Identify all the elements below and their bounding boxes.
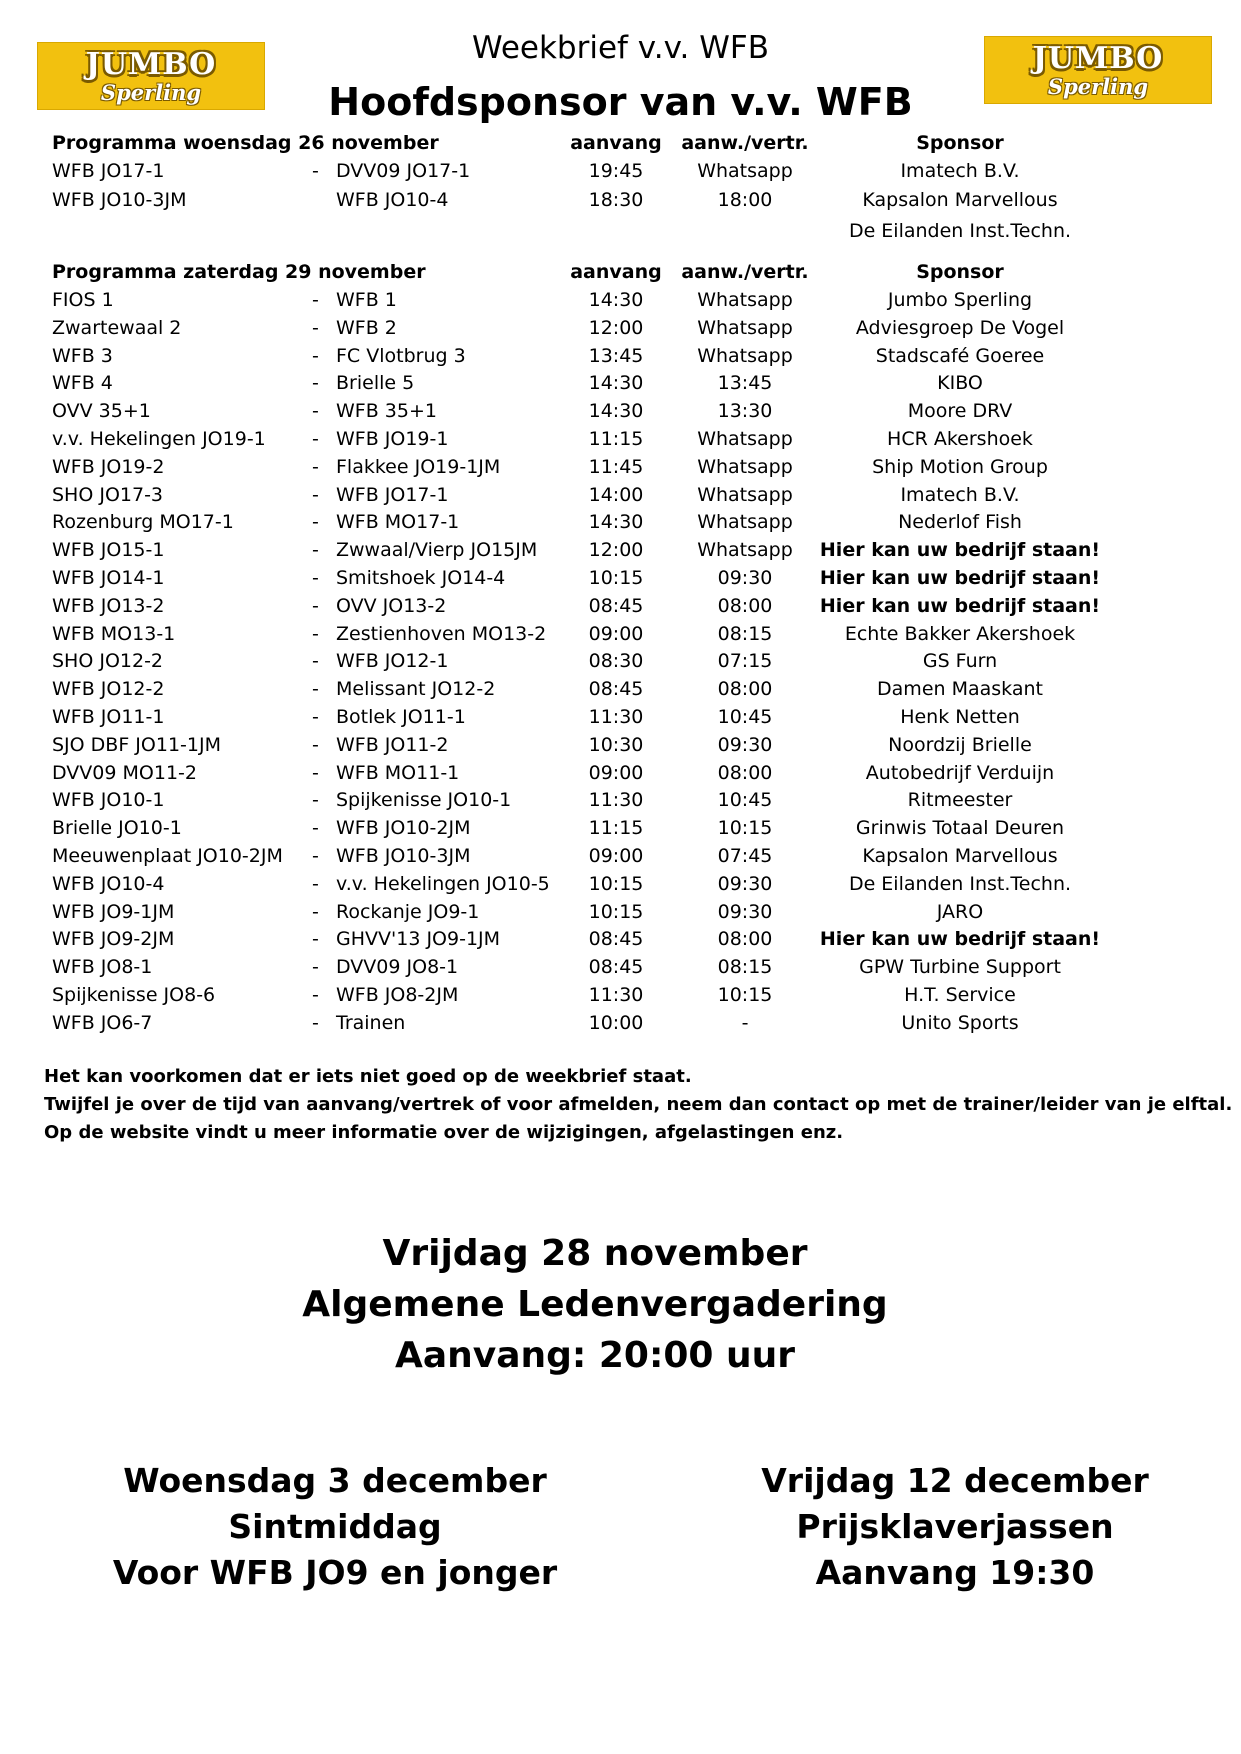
match-sponsor: Nederlof Fish	[898, 511, 1022, 534]
page-title: Weekbrief v.v. WFB	[472, 30, 769, 66]
kickoff-time: 11:30	[588, 789, 644, 812]
home-team: WFB JO13-2	[52, 594, 165, 617]
away-team: WFB 1	[336, 289, 397, 311]
match-row	[0, 814, 1241, 842]
match-row	[0, 508, 1241, 536]
match-dash: -	[312, 483, 319, 506]
away-team: Trainen	[336, 1011, 406, 1034]
event-date: Vrijdag 28 november	[382, 1233, 808, 1274]
kickoff-time: 09:00	[588, 761, 644, 784]
home-team: WFB 4	[52, 372, 113, 395]
kickoff-time: 10:30	[588, 733, 644, 756]
home-team: WFB MO13-1	[52, 622, 176, 645]
match-dash: -	[312, 761, 319, 784]
match-row	[0, 842, 1241, 870]
departure-time: 08:00	[717, 594, 773, 617]
event-time: Aanvang: 20:00 uur	[394, 1335, 795, 1376]
kickoff-time: 08:30	[588, 650, 644, 673]
away-team: FC Vlotbrug 3	[336, 344, 466, 367]
match-row	[0, 536, 1241, 564]
away-team: WFB JO12-1	[336, 650, 449, 673]
kickoff-time: 14:30	[588, 289, 644, 311]
match-dash: -	[312, 928, 319, 951]
kickoff-time: 10:15	[588, 567, 644, 589]
kickoff-time: 10:00	[588, 1011, 644, 1034]
col-header-vertrek: aanw./vertr.	[681, 261, 809, 283]
kickoff-time: 11:30	[588, 706, 644, 728]
home-team: WFB JO14-1	[52, 567, 165, 589]
away-team: Melissant JO12-2	[336, 678, 496, 701]
departure-time: 09:30	[717, 900, 773, 923]
match-sponsor: Imatech B.V.	[900, 483, 1020, 506]
home-team: WFB 3	[52, 344, 113, 367]
kickoff-time: 11:15	[588, 428, 644, 450]
match-row	[0, 731, 1241, 759]
event-ledenvergadering	[0, 1228, 1190, 1381]
event-time: Aanvang 19:30	[815, 1553, 1095, 1592]
departure-time: 10:15	[717, 817, 773, 840]
match-sponsor: KIBO	[937, 372, 983, 395]
kickoff-time: 11:45	[588, 455, 644, 478]
kickoff-time: 11:30	[588, 984, 644, 1006]
match-dash: -	[312, 594, 319, 617]
match-row	[0, 870, 1241, 898]
match-sponsor: Hier kan uw bedrijf staan!	[819, 594, 1101, 617]
match-row	[0, 953, 1241, 981]
event-name: Sintmiddag	[228, 1507, 442, 1546]
departure-time: 10:45	[717, 789, 773, 812]
kickoff-time: 10:15	[588, 900, 644, 923]
match-sponsor: Moore DRV	[907, 400, 1013, 423]
match-sponsor: Imatech B.V.	[900, 160, 1020, 182]
match-sponsor: Kapsalon Marvellous	[862, 189, 1058, 211]
home-team: WFB JO9-1JM	[52, 900, 175, 923]
match-sponsor: Echte Bakker Akershoek	[844, 622, 1076, 645]
match-dash: -	[312, 900, 319, 923]
home-team: WFB JO11-1	[52, 706, 165, 728]
home-team: WFB JO12-2	[52, 678, 165, 701]
match-dash: -	[312, 984, 319, 1006]
match-dash: -	[312, 789, 319, 812]
match-dash: -	[312, 289, 319, 311]
match-sponsor: Unito Sports	[901, 1011, 1019, 1034]
col-header-vertrek: aanw./vertr.	[681, 132, 809, 154]
wednesday-extra-sponsor-row	[0, 217, 1241, 245]
event-sintmiddag	[110, 1458, 560, 1596]
col-header-aanvang: aanvang	[570, 261, 662, 283]
home-team: SHO JO17-3	[52, 483, 164, 506]
away-team: OVV JO13-2	[336, 594, 447, 617]
note-line: Twijfel je over de tijd van aanvang/vertrek of voor afmelden, neem dan contact op met de trainer/leider van je elftal.	[44, 1094, 1233, 1115]
col-header-sponsor: Sponsor	[916, 261, 1004, 283]
match-row	[0, 703, 1241, 731]
away-team: Botlek JO11-1	[336, 706, 466, 728]
col-header-sponsor: Sponsor	[916, 132, 1004, 154]
home-team: Spijkenisse JO8-6	[52, 984, 216, 1006]
departure-time: Whatsapp	[697, 289, 793, 311]
match-row	[0, 759, 1241, 787]
kickoff-time: 18:30	[588, 189, 644, 211]
match-sponsor: Hier kan uw bedrijf staan!	[819, 539, 1101, 562]
departure-time: 10:45	[717, 706, 773, 728]
match-row	[0, 592, 1241, 620]
match-dash: -	[312, 733, 319, 756]
match-row	[0, 1009, 1241, 1037]
kickoff-time: 14:30	[588, 511, 644, 534]
match-row	[0, 786, 1241, 814]
match-row	[0, 425, 1241, 453]
match-row	[0, 286, 1241, 314]
match-dash: -	[312, 539, 319, 562]
match-row	[0, 186, 1241, 214]
match-dash: -	[312, 316, 319, 339]
away-team: WFB JO8-2JM	[336, 984, 459, 1006]
event-name: Algemene Ledenvergadering	[302, 1284, 888, 1325]
departure-time: Whatsapp	[697, 455, 793, 478]
away-team: Smitshoek JO14-4	[336, 567, 506, 589]
match-sponsor: JARO	[936, 900, 984, 923]
kickoff-time: 08:45	[588, 678, 644, 701]
departure-time: Whatsapp	[697, 539, 793, 562]
kickoff-time: 11:15	[588, 817, 644, 840]
away-team: WFB JO19-1	[336, 428, 449, 450]
match-dash: -	[312, 956, 319, 979]
kickoff-time: 08:45	[588, 594, 644, 617]
home-team: FIOS 1	[52, 289, 114, 311]
event-date: Woensdag 3 december	[123, 1461, 547, 1500]
departure-time: 13:30	[717, 400, 773, 423]
departure-time: 07:45	[717, 845, 773, 867]
match-row	[0, 564, 1241, 592]
match-dash: -	[312, 845, 319, 867]
match-row	[0, 647, 1241, 675]
away-team: Spijkenisse JO10-1	[336, 789, 512, 812]
away-team: v.v. Hekelingen JO10-5	[336, 872, 550, 895]
match-dash: -	[312, 567, 319, 589]
match-sponsor: Jumbo Sperling	[887, 289, 1033, 311]
wednesday-heading: Programma woensdag 26 november	[52, 132, 439, 154]
home-team: WFB JO9-2JM	[52, 928, 175, 951]
departure-time: 09:30	[717, 567, 773, 589]
kickoff-time: 10:15	[588, 872, 644, 895]
event-detail: Voor WFB JO9 en jonger	[112, 1553, 558, 1592]
logo-sub-text: Sperling	[100, 79, 202, 105]
match-row	[0, 925, 1241, 953]
home-team: WFB JO10-3JM	[52, 189, 187, 211]
away-team: WFB JO17-1	[336, 483, 449, 506]
match-sponsor: Damen Maaskant	[877, 678, 1043, 701]
home-team: OVV 35+1	[52, 400, 151, 423]
match-dash: -	[312, 428, 319, 450]
away-team: WFB 35+1	[336, 400, 437, 423]
event-prijsklaverjassen	[740, 1458, 1170, 1596]
away-team: DVV09 JO8-1	[336, 956, 459, 979]
departure-time: Whatsapp	[697, 428, 793, 450]
departure-time: 09:30	[717, 872, 773, 895]
home-team: SHO JO12-2	[52, 650, 164, 673]
note-line: Op de website vindt u meer informatie over de wijzigingen, afgelastingen enz.	[44, 1122, 844, 1143]
home-team: WFB JO19-2	[52, 455, 165, 478]
away-team: GHVV'13 JO9-1JM	[336, 928, 501, 951]
away-team: Zwwaal/Vierp JO15JM	[336, 539, 538, 562]
match-row	[0, 898, 1241, 926]
home-team: Rozenburg MO17-1	[52, 511, 234, 534]
departure-time: -	[741, 1011, 749, 1034]
departure-time: Whatsapp	[697, 160, 793, 182]
match-row	[0, 369, 1241, 397]
wednesday-header-row	[0, 129, 1241, 157]
match-sponsor: Hier kan uw bedrijf staan!	[819, 928, 1101, 951]
away-team: WFB JO11-2	[336, 733, 449, 756]
notes-block	[44, 1063, 1232, 1147]
match-sponsor: Henk Netten	[900, 706, 1020, 728]
departure-time: Whatsapp	[697, 483, 793, 506]
match-dash: -	[312, 678, 319, 701]
away-team: WFB MO11-1	[336, 761, 460, 784]
match-sponsor: Noordzij Brielle	[888, 733, 1032, 756]
departure-time: 07:15	[717, 650, 773, 673]
note-line: Het kan voorkomen dat er iets niet goed op de weekbrief staat.	[44, 1066, 692, 1087]
away-team: WFB MO17-1	[336, 511, 460, 534]
match-sponsor: H.T. Service	[904, 984, 1016, 1006]
page-subtitle: Hoofdsponsor van v.v. WFB	[328, 80, 913, 124]
match-dash: -	[312, 160, 319, 182]
match-sponsor: Adviesgroep De Vogel	[855, 316, 1065, 339]
kickoff-time: 12:00	[588, 539, 644, 562]
departure-time: 08:15	[717, 622, 773, 645]
departure-time: 13:45	[717, 372, 773, 395]
away-team: Zestienhoven MO13-2	[336, 622, 547, 645]
home-team: Zwartewaal 2	[52, 316, 182, 339]
match-row	[0, 675, 1241, 703]
kickoff-time: 19:45	[588, 160, 644, 182]
home-team: WFB JO17-1	[52, 160, 165, 182]
match-sponsor: GPW Turbine Support	[859, 956, 1061, 979]
match-sponsor: Stadscafé Goeree	[875, 344, 1045, 367]
match-row	[0, 620, 1241, 648]
kickoff-time: 14:30	[588, 400, 644, 423]
kickoff-time: 12:00	[588, 316, 644, 339]
col-header-aanvang: aanvang	[570, 132, 662, 154]
kickoff-time: 08:45	[588, 928, 644, 951]
departure-time: 18:00	[717, 189, 773, 211]
match-row	[0, 157, 1241, 185]
match-dash: -	[312, 455, 319, 478]
home-team: WFB JO8-1	[52, 956, 153, 979]
match-row	[0, 342, 1241, 370]
departure-time: Whatsapp	[697, 511, 793, 534]
match-sponsor: HCR Akershoek	[887, 428, 1033, 450]
departure-time: 08:00	[717, 761, 773, 784]
kickoff-time: 09:00	[588, 622, 644, 645]
kickoff-time: 09:00	[588, 845, 644, 867]
match-dash: -	[312, 511, 319, 534]
home-team: SJO DBF JO11-1JM	[52, 733, 221, 756]
departure-time: Whatsapp	[697, 316, 793, 339]
home-team: DVV09 MO11-2	[52, 761, 197, 784]
home-team: WFB JO10-4	[52, 872, 165, 895]
departure-time: 08:15	[717, 956, 773, 979]
match-sponsor: GS Furn	[922, 650, 998, 673]
away-team: WFB JO10-4	[336, 189, 449, 211]
home-team: WFB JO10-1	[52, 789, 165, 812]
logo-sub-text: Sperling	[1047, 73, 1149, 99]
departure-time: 10:15	[717, 984, 773, 1006]
match-dash: -	[312, 622, 319, 645]
away-team: WFB JO10-2JM	[336, 817, 471, 840]
match-sponsor: Kapsalon Marvellous	[862, 845, 1058, 867]
saturday-heading: Programma zaterdag 29 november	[52, 261, 426, 283]
away-team: Brielle 5	[336, 372, 415, 395]
match-dash: -	[312, 372, 319, 395]
match-sponsor: Grinwis Totaal Deuren	[855, 817, 1065, 840]
match-sponsor: Ritmeester	[907, 789, 1013, 812]
match-dash: -	[312, 344, 319, 367]
match-row	[0, 397, 1241, 425]
away-team: DVV09 JO17-1	[336, 160, 471, 182]
match-dash: -	[312, 1011, 319, 1034]
saturday-header-row	[0, 258, 1241, 286]
home-team: WFB JO6-7	[52, 1011, 153, 1034]
match-dash: -	[312, 650, 319, 673]
match-dash: -	[312, 817, 319, 840]
away-team: Rockanje JO9-1	[336, 900, 480, 923]
match-row	[0, 453, 1241, 481]
home-team: Meeuwenplaat JO10-2JM	[52, 845, 283, 867]
match-sponsor: Ship Motion Group	[872, 455, 1048, 478]
home-team: v.v. Hekelingen JO19-1	[52, 428, 266, 450]
kickoff-time: 13:45	[588, 344, 644, 367]
event-date: Vrijdag 12 december	[761, 1461, 1149, 1500]
match-dash: -	[312, 872, 319, 895]
match-dash: -	[312, 706, 319, 728]
match-row	[0, 981, 1241, 1009]
match-row	[0, 314, 1241, 342]
departure-time: 08:00	[717, 928, 773, 951]
match-sponsor: Autobedrijf Verduijn	[865, 761, 1055, 784]
away-team: Flakkee JO19-1JM	[336, 455, 501, 478]
departure-time: 08:00	[717, 678, 773, 701]
event-name: Prijsklaverjassen	[796, 1507, 1114, 1546]
logo-brand-text: JUMBO	[1032, 40, 1164, 76]
kickoff-time: 14:30	[588, 372, 644, 395]
home-team: WFB JO15-1	[52, 539, 165, 562]
departure-time: 09:30	[717, 733, 773, 756]
away-team: WFB JO10-3JM	[336, 845, 471, 867]
extra-sponsor: De Eilanden Inst.Techn.	[848, 220, 1072, 242]
logo-brand-text: JUMBO	[85, 46, 217, 82]
match-row	[0, 481, 1241, 509]
match-sponsor: De Eilanden Inst.Techn.	[848, 872, 1072, 895]
match-dash: -	[312, 400, 319, 423]
kickoff-time: 14:00	[588, 483, 644, 506]
away-team: WFB 2	[336, 316, 397, 339]
home-team: Brielle JO10-1	[52, 817, 182, 840]
match-sponsor: Hier kan uw bedrijf staan!	[819, 567, 1101, 589]
departure-time: Whatsapp	[697, 344, 793, 367]
kickoff-time: 08:45	[588, 956, 644, 979]
